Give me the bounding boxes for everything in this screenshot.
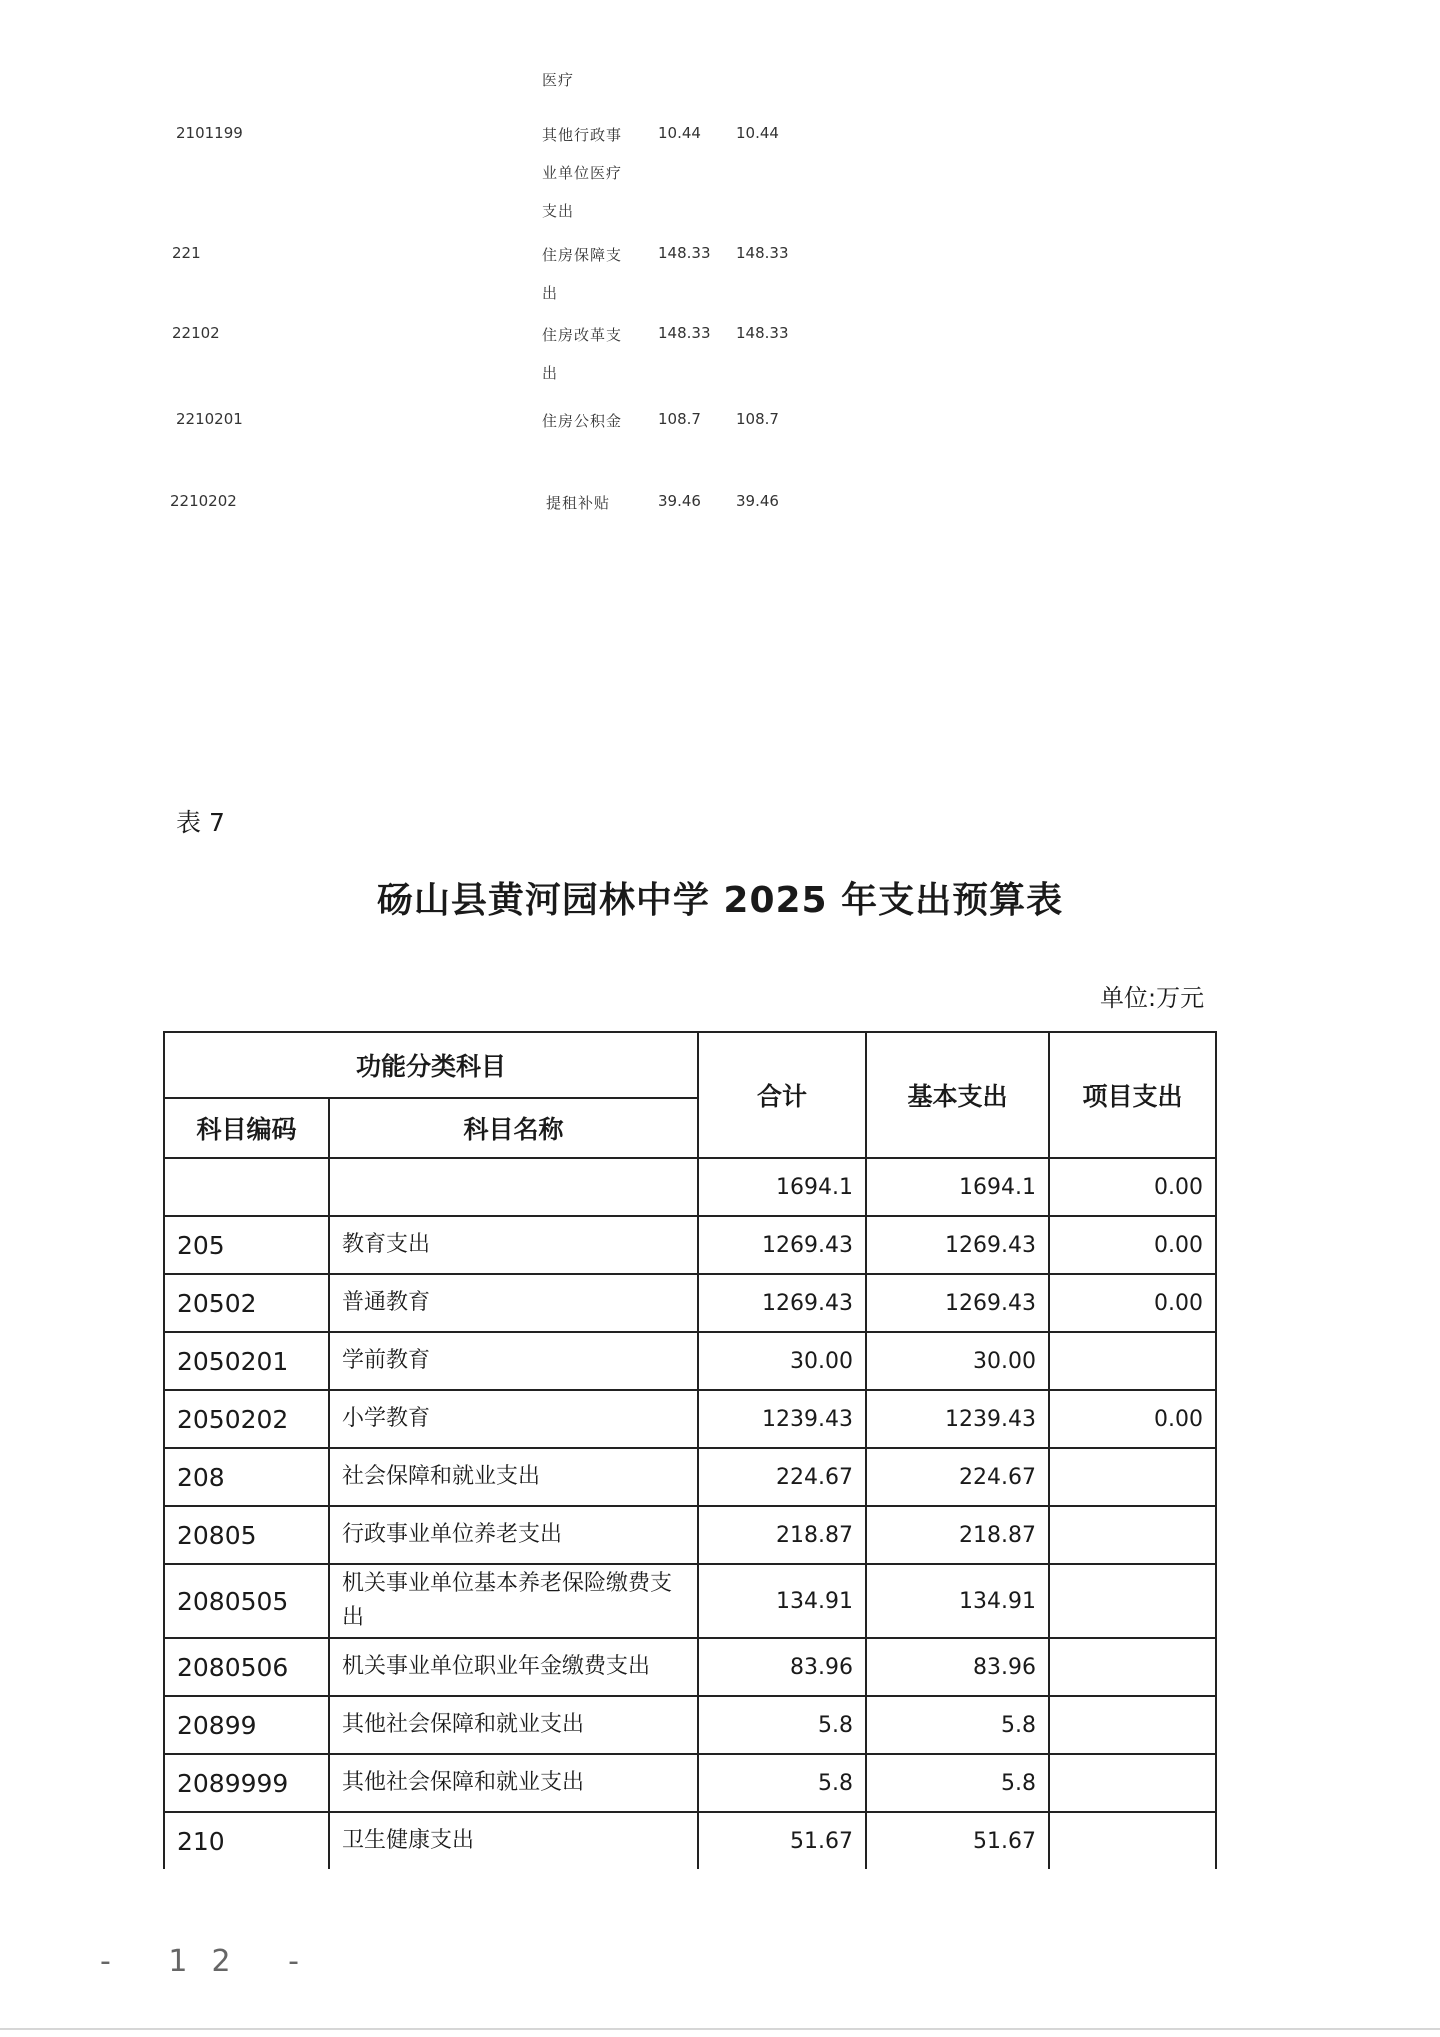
table-label: 表 7	[176, 808, 225, 837]
subject-code-cell: 210	[164, 1812, 329, 1869]
header-total: 合计	[698, 1032, 866, 1158]
total-cell: 218.87	[698, 1506, 866, 1564]
header-basic-expenditure: 基本支出	[866, 1032, 1049, 1158]
unit-label: 单位:万元	[1100, 984, 1205, 1012]
project-expenditure-cell: 0.00	[1049, 1274, 1216, 1332]
fragment-total: 39.46	[658, 492, 701, 510]
fragment-code: 2210201	[176, 410, 243, 428]
header-row	[164, 1032, 1216, 1098]
table-row	[164, 1754, 1216, 1812]
header-subject-name: 科目名称	[329, 1098, 698, 1158]
total-cell: 83.96	[698, 1638, 866, 1696]
table-row	[164, 1390, 1216, 1448]
basic-expenditure-cell: 5.8	[866, 1754, 1049, 1812]
subject-code-cell: 20805	[164, 1506, 329, 1564]
basic-expenditure-cell: 134.91	[866, 1564, 1049, 1638]
subject-name-cell	[329, 1158, 698, 1216]
fragment-basic: 10.44	[736, 124, 779, 142]
subject-name-cell: 学前教育	[329, 1332, 698, 1390]
subject-code-cell: 20899	[164, 1696, 329, 1754]
table-row	[164, 1158, 1216, 1216]
header-project-expenditure: 项目支出	[1049, 1032, 1216, 1158]
table-row	[164, 1564, 1216, 1638]
fragment-name: 住房保障支出	[542, 246, 623, 302]
basic-expenditure-cell: 5.8	[866, 1696, 1049, 1754]
table-row	[164, 1448, 1216, 1506]
subject-name-cell: 机关事业单位职业年金缴费支出	[329, 1638, 698, 1696]
fragment-name: 住房改革支出	[542, 326, 623, 382]
subject-name-cell: 其他社会保障和就业支出	[329, 1754, 698, 1812]
total-cell: 5.8	[698, 1754, 866, 1812]
project-expenditure-cell: 0.00	[1049, 1390, 1216, 1448]
fragment-basic: 39.46	[736, 492, 779, 510]
fragment-code: 2101199	[176, 124, 243, 142]
fragment-code: 221	[172, 244, 201, 262]
fragment-total: 148.33	[658, 324, 711, 342]
project-expenditure-cell	[1049, 1506, 1216, 1564]
project-expenditure-cell	[1049, 1332, 1216, 1390]
project-expenditure-cell: 0.00	[1049, 1158, 1216, 1216]
total-cell: 51.67	[698, 1812, 866, 1869]
fragment-code: 2210202	[170, 492, 237, 510]
basic-expenditure-cell: 30.00	[866, 1332, 1049, 1390]
total-cell: 1269.43	[698, 1274, 866, 1332]
total-cell: 224.67	[698, 1448, 866, 1506]
basic-expenditure-cell: 1239.43	[866, 1390, 1049, 1448]
project-expenditure-cell	[1049, 1448, 1216, 1506]
subject-name-cell: 社会保障和就业支出	[329, 1448, 698, 1506]
table-row	[164, 1506, 1216, 1564]
fragment-name: 提租补贴	[546, 494, 611, 512]
header-functional-classification: 功能分类科目	[164, 1032, 698, 1098]
total-cell: 134.91	[698, 1564, 866, 1638]
project-expenditure-cell	[1049, 1564, 1216, 1638]
subject-code-cell: 20502	[164, 1274, 329, 1332]
total-cell: 5.8	[698, 1696, 866, 1754]
table-row	[164, 1274, 1216, 1332]
total-cell: 1239.43	[698, 1390, 866, 1448]
project-expenditure-cell	[1049, 1754, 1216, 1812]
subject-code-cell: 2080506	[164, 1638, 329, 1696]
subject-code-cell: 208	[164, 1448, 329, 1506]
fragment-total: 10.44	[658, 124, 701, 142]
subject-name-cell: 行政事业单位养老支出	[329, 1506, 698, 1564]
previous-table-fragment: 医疗 2101199 其他行政事业单位医疗支出 10.44 10.44 221 住房保障支出 148.33 148.33 22102 住房改革支出 148.33 148.33 2210201 住房公积金 108.7 108.7 2210202 提租补贴 39.46 39.46	[0, 0, 1440, 560]
total-cell: 1694.1	[698, 1158, 866, 1216]
basic-expenditure-cell: 51.67	[866, 1812, 1049, 1869]
subject-code-cell: 2080505	[164, 1564, 329, 1638]
table-row	[164, 1696, 1216, 1754]
basic-expenditure-cell: 224.67	[866, 1448, 1049, 1506]
table-row	[164, 1216, 1216, 1274]
subject-code-cell: 2050202	[164, 1390, 329, 1448]
table-title: 砀山县黄河园林中学 2025 年支出预算表	[376, 880, 1064, 921]
total-cell: 30.00	[698, 1332, 866, 1390]
fragment-basic: 148.33	[736, 324, 789, 342]
fragment-basic: 108.7	[736, 410, 779, 428]
basic-expenditure-cell: 218.87	[866, 1506, 1049, 1564]
basic-expenditure-cell: 1694.1	[866, 1158, 1049, 1216]
header-subject-code: 科目编码	[164, 1098, 329, 1158]
subject-code-cell: 2089999	[164, 1754, 329, 1812]
subject-name-cell: 卫生健康支出	[329, 1812, 698, 1869]
subject-name-cell: 其他社会保障和就业支出	[329, 1696, 698, 1754]
subject-name-cell: 教育支出	[329, 1216, 698, 1274]
subject-code-cell: 205	[164, 1216, 329, 1274]
project-expenditure-cell	[1049, 1638, 1216, 1696]
table-row	[164, 1332, 1216, 1390]
fragment-code: 22102	[172, 324, 220, 342]
basic-expenditure-cell: 1269.43	[866, 1274, 1049, 1332]
table-row	[164, 1638, 1216, 1696]
fragment-total: 148.33	[658, 244, 711, 262]
subject-name-cell: 小学教育	[329, 1390, 698, 1448]
fragment-name: 其他行政事业单位医疗支出	[542, 126, 623, 220]
subject-code-cell	[164, 1158, 329, 1216]
fragment-basic: 148.33	[736, 244, 789, 262]
fragment-name: 住房公积金	[542, 412, 623, 430]
subject-name-cell: 普通教育	[329, 1274, 698, 1332]
total-cell: 1269.43	[698, 1216, 866, 1274]
page-number: - 12 -	[100, 1944, 323, 1979]
fragment-total: 108.7	[658, 410, 701, 428]
table-row	[164, 1812, 1216, 1869]
budget-table	[163, 1031, 1217, 1869]
basic-expenditure-cell: 1269.43	[866, 1216, 1049, 1274]
project-expenditure-cell	[1049, 1696, 1216, 1754]
basic-expenditure-cell: 83.96	[866, 1638, 1049, 1696]
subject-name-cell: 机关事业单位基本养老保险缴费支出	[329, 1564, 698, 1638]
subject-code-cell: 2050201	[164, 1332, 329, 1390]
project-expenditure-cell: 0.00	[1049, 1216, 1216, 1274]
project-expenditure-cell	[1049, 1812, 1216, 1869]
